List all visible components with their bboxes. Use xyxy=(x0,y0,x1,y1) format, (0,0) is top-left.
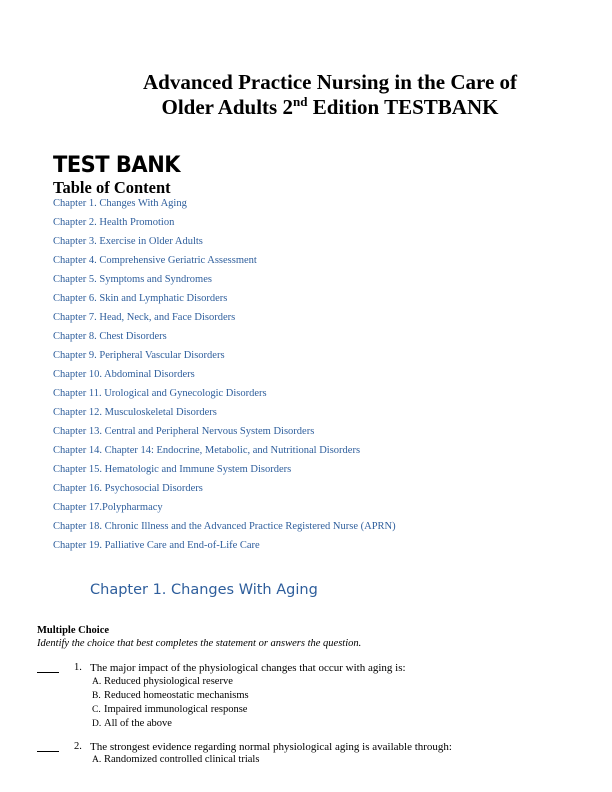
section-title: Multiple Choice xyxy=(37,625,110,636)
toc-link[interactable]: Chapter 12. Musculoskeletal Disorders xyxy=(53,407,217,418)
toc-link[interactable]: Chapter 1. Changes With Aging xyxy=(53,198,187,209)
toc-link[interactable]: Chapter 10. Abdominal Disorders xyxy=(53,369,195,380)
toc-link[interactable]: Chapter 6. Skin and Lymphatic Disorders xyxy=(53,293,228,304)
table-of-contents xyxy=(53,197,396,558)
title-line-2-suffix: Edition TESTBANK xyxy=(307,95,499,119)
instructions: Identify the choice that best completes the statement or answers the question. xyxy=(37,638,362,649)
answer-option[interactable] xyxy=(92,690,249,701)
chapter-heading: Chapter 1. Changes With Aging xyxy=(90,582,318,598)
option-text: Impaired immunological response xyxy=(104,704,248,715)
question-number: 1. xyxy=(74,662,82,673)
toc-link[interactable]: Chapter 7. Head, Neck, and Face Disorders xyxy=(53,312,236,323)
answer-option[interactable] xyxy=(92,718,172,729)
option-text: All of the above xyxy=(104,718,172,729)
toc-link[interactable]: Chapter 18. Chronic Illness and the Advanced Practice Registered Nurse (APRN) xyxy=(53,521,396,532)
title-line-1: Advanced Practice Nursing in the Care of xyxy=(142,70,518,94)
option-letter: A. xyxy=(92,755,102,765)
answer-option[interactable] xyxy=(92,704,247,715)
answer-option[interactable] xyxy=(92,676,233,687)
toc-link[interactable]: Chapter 11. Urological and Gynecologic Disorders xyxy=(53,388,267,399)
toc-link[interactable]: Chapter 17.Polypharmacy xyxy=(53,502,163,513)
option-text: Reduced homeostatic mechanisms xyxy=(104,690,249,701)
document-title xyxy=(60,70,600,120)
toc-link[interactable]: Chapter 5. Symptoms and Syndromes xyxy=(53,274,212,285)
answer-option[interactable] xyxy=(92,754,259,765)
toc-link[interactable]: Chapter 13. Central and Peripheral Nervous System Disorders xyxy=(53,426,315,437)
option-letter: C. xyxy=(92,705,101,715)
toc-link[interactable]: Chapter 2. Health Promotion xyxy=(53,217,175,228)
toc-heading: Table of Content xyxy=(53,178,171,197)
question-stem: The major impact of the physiological changes that occur with aging is: xyxy=(90,662,406,674)
answer-blank[interactable] xyxy=(37,662,59,673)
option-letter: D. xyxy=(92,719,102,729)
option-text: Reduced physiological reserve xyxy=(104,676,233,687)
toc-link[interactable]: Chapter 15. Hematologic and Immune System Disorders xyxy=(53,464,292,475)
toc-link[interactable]: Chapter 16. Psychosocial Disorders xyxy=(53,483,203,494)
option-letter: A. xyxy=(92,677,102,687)
toc-link[interactable]: Chapter 3. Exercise in Older Adults xyxy=(53,236,203,247)
question-number: 2. xyxy=(74,741,82,752)
test-bank-label: TEST BANK xyxy=(53,152,181,178)
title-line-2-prefix: Older Adults 2 xyxy=(161,95,293,119)
toc-link[interactable]: Chapter 8. Chest Disorders xyxy=(53,331,167,342)
title-line-2-superscript: nd xyxy=(292,94,308,109)
option-text: Randomized controlled clinical trials xyxy=(104,754,260,765)
toc-link[interactable]: Chapter 9. Peripheral Vascular Disorders xyxy=(53,350,225,361)
toc-link[interactable]: Chapter 19. Palliative Care and End-of-Life Care xyxy=(53,540,260,551)
toc-link[interactable]: Chapter 14. Chapter 14: Endocrine, Metabolic, and Nutritional Disorders xyxy=(53,445,361,456)
question-stem: The strongest evidence regarding normal physiological aging is available through: xyxy=(90,741,452,753)
option-letter: B. xyxy=(92,691,101,701)
toc-link[interactable]: Chapter 4. Comprehensive Geriatric Assessment xyxy=(53,255,257,266)
title-line-2 xyxy=(60,95,600,120)
answer-blank[interactable] xyxy=(37,741,59,752)
